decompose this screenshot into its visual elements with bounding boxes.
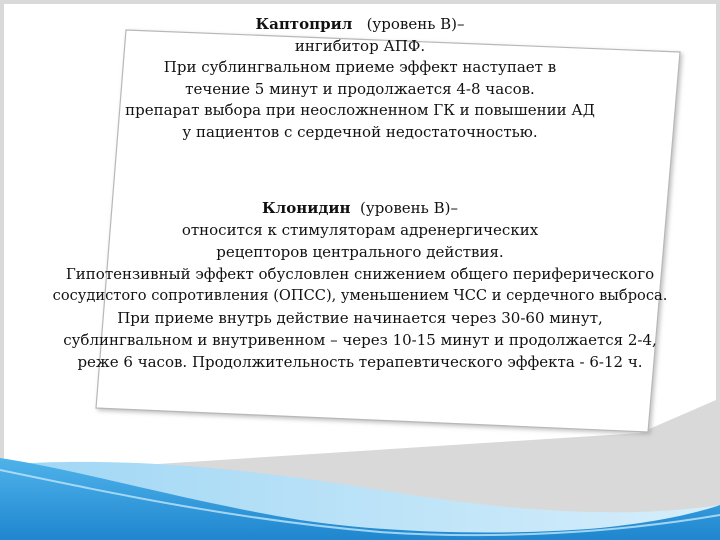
captopril-section <box>0 14 720 143</box>
clonidine-section <box>0 197 720 373</box>
captopril-level: (уровень В)– <box>366 15 465 33</box>
clonidine-line-5: При приеме внутрь действие начинается через 30-60 минут, <box>117 309 603 327</box>
captopril-line-2: При сублингвальном приеме эффект наступает в <box>163 58 557 76</box>
captopril-line-5: у пациентов с сердечной недостаточностью. <box>182 122 538 141</box>
clonidine-line-3: Гипотензивный эффект обусловлен снижением общего периферического <box>65 265 655 283</box>
clonidine-line-6: сублингвальном и внутривенном – через 10-15 минут и продолжается 2-4, <box>63 331 657 349</box>
clonidine-line-2: рецепторов центрального действия. <box>216 243 504 261</box>
captopril-heading <box>0 14 720 36</box>
captopril-name: Каптоприл <box>255 15 353 33</box>
captopril-line-1: ингибитор АПФ. <box>294 36 426 55</box>
clonidine-level: (уровень В)– <box>360 199 458 217</box>
captopril-line-3: течение 5 минут и продолжается 4-8 часов. <box>185 79 535 98</box>
captopril-line-4: препарат выбора при неосложненном ГК и повышении АД <box>125 101 595 119</box>
clonidine-name: Клонидин <box>262 199 351 217</box>
clonidine-heading <box>0 197 720 219</box>
clonidine-line-4: сосудистого сопротивления (ОПСС), уменьшением ЧСС и сердечного выброса. <box>52 287 668 304</box>
clonidine-line-1: относится к стимуляторам адренергических <box>181 221 539 239</box>
clonidine-line-7: реже 6 часов. Продолжительность терапевтического эффекта - 6-12 ч. <box>77 353 643 371</box>
